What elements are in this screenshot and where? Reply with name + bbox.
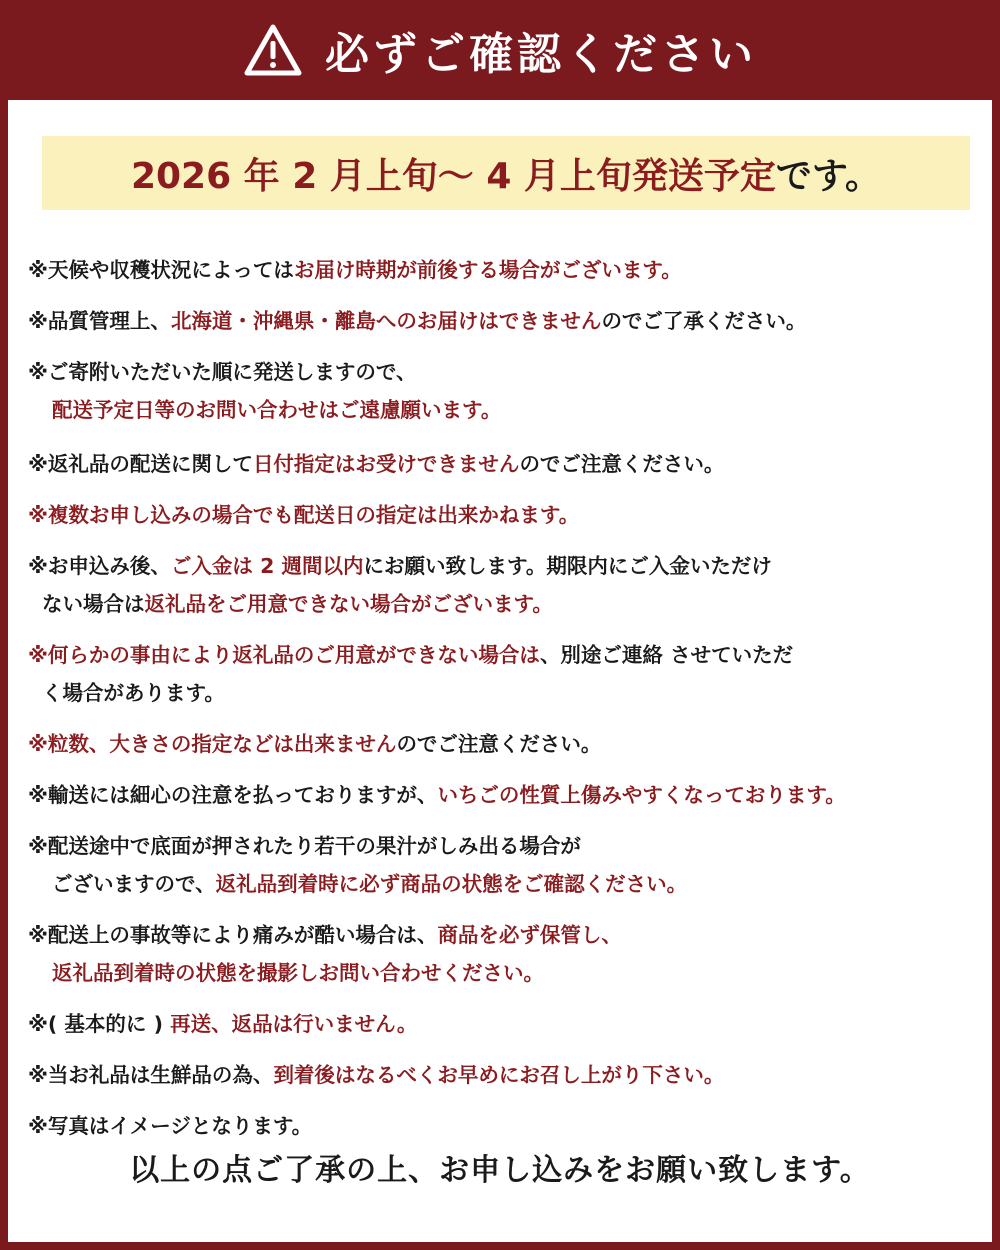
note-item [28, 725, 988, 763]
note-item [28, 496, 988, 534]
note-line [28, 547, 988, 585]
header-bar [0, 0, 1000, 100]
note-line [28, 827, 988, 865]
note-line [28, 251, 988, 289]
note-line [28, 496, 988, 534]
note-text: ※配送途中で底面が押されたり若干の果汁がしみ出る場合が [28, 834, 581, 858]
note-text: のでご注意ください。 [519, 452, 725, 476]
shipping-schedule-banner [42, 136, 970, 210]
note-text: のでご了承ください。 [601, 309, 807, 333]
note-text: のでご注意ください。 [396, 732, 602, 756]
note-highlight: ご入金は 2 週間以内 [170, 554, 364, 578]
warning-icon [243, 23, 303, 77]
note-text: ※輸送には細心の注意を払っておりますが、 [28, 783, 438, 807]
note-line-continued [28, 585, 988, 623]
note-line [28, 1005, 988, 1043]
note-text: く場合があります。 [42, 681, 225, 705]
note-highlight: 北海道・沖縄県・離島へのお届けはできません [170, 309, 602, 333]
note-item [28, 827, 988, 903]
note-item [28, 776, 988, 814]
note-line-continued [28, 954, 988, 992]
note-highlight: ※粒数、大きさの指定などは出来ません [28, 732, 397, 756]
note-line-continued [28, 674, 988, 712]
note-line [28, 1056, 988, 1094]
closing-message: 以上の点ご了承の上、お申し込みをお願い致します。 [129, 1153, 871, 1188]
note-highlight: 再送、返品は行いません。 [170, 1012, 418, 1036]
note-item [28, 916, 988, 992]
note-line-continued [28, 865, 988, 903]
note-item [28, 636, 988, 712]
note-line [28, 776, 988, 814]
note-item [28, 302, 988, 340]
note-item [28, 1107, 988, 1145]
note-highlight: 日付指定はお受けできません [252, 452, 520, 476]
note-highlight: 商品を必ず保管し、 [437, 923, 622, 947]
note-line [28, 445, 988, 483]
note-text: ※写真はイメージとなります。 [28, 1114, 313, 1138]
note-line [28, 725, 988, 763]
note-text: ※品質管理上、 [28, 309, 171, 333]
note-text: ※( 基本的に ) [28, 1012, 171, 1036]
note-line [28, 353, 988, 391]
note-item [28, 1056, 988, 1094]
note-item [28, 547, 988, 623]
note-line [28, 1107, 988, 1145]
note-item [28, 353, 988, 429]
note-text: ございますので、 [52, 872, 216, 896]
notes-list [28, 238, 988, 1145]
note-highlight: ※複数お申し込みの場合でも配送日の指定は出来かねます。 [28, 503, 580, 527]
header-title: 必ずご確認ください [325, 29, 757, 80]
note-line [28, 636, 988, 674]
note-text: 、別途ご連絡 させていただ [539, 643, 794, 667]
note-highlight: 到着後はなるべくお早めにお召し上がり下さい。 [273, 1063, 725, 1087]
shipping-schedule-text: 2026 年 2 月上旬〜 4 月上旬発送予定 [130, 155, 776, 197]
note-text: ※当お礼品は生鮮品の為、 [28, 1063, 274, 1087]
note-text: ない場合は [42, 592, 145, 616]
note-text: にお願い致します。期限内にご入金いただけ [363, 554, 772, 578]
note-item [28, 251, 988, 289]
note-highlight: ※何らかの事由により返礼品のご用意ができない場合は [28, 643, 540, 667]
note-text: ※配送上の事故等により痛みが酷い場合は、 [28, 923, 438, 947]
note-text: ※返礼品の配送に関して [28, 452, 253, 476]
note-highlight: 返礼品到着時に必ず商品の状態をご確認ください。 [215, 872, 688, 896]
note-text: ※天候や収穫状況によっては [28, 258, 294, 282]
note-line [28, 302, 988, 340]
note-highlight: 配送予定日等のお問い合わせはご遠慮願います。 [52, 398, 502, 422]
note-text: ※ご寄附いただいた順に発送しますので、 [28, 360, 417, 384]
note-highlight: いちごの性質上傷みやすくなっております。 [437, 783, 846, 807]
note-highlight: 返礼品到着時の状態を撮影しお問い合わせください。 [52, 961, 544, 985]
note-item [28, 445, 988, 483]
note-item [28, 1005, 988, 1043]
note-highlight: 返礼品をご用意できない場合がございます。 [144, 592, 553, 616]
note-line [28, 916, 988, 954]
note-text: ※お申込み後、 [28, 554, 171, 578]
note-line-continued [28, 391, 988, 429]
note-highlight: お届け時期が前後する場合がございます。 [293, 258, 682, 282]
shipping-schedule-suffix: です。 [775, 155, 882, 197]
